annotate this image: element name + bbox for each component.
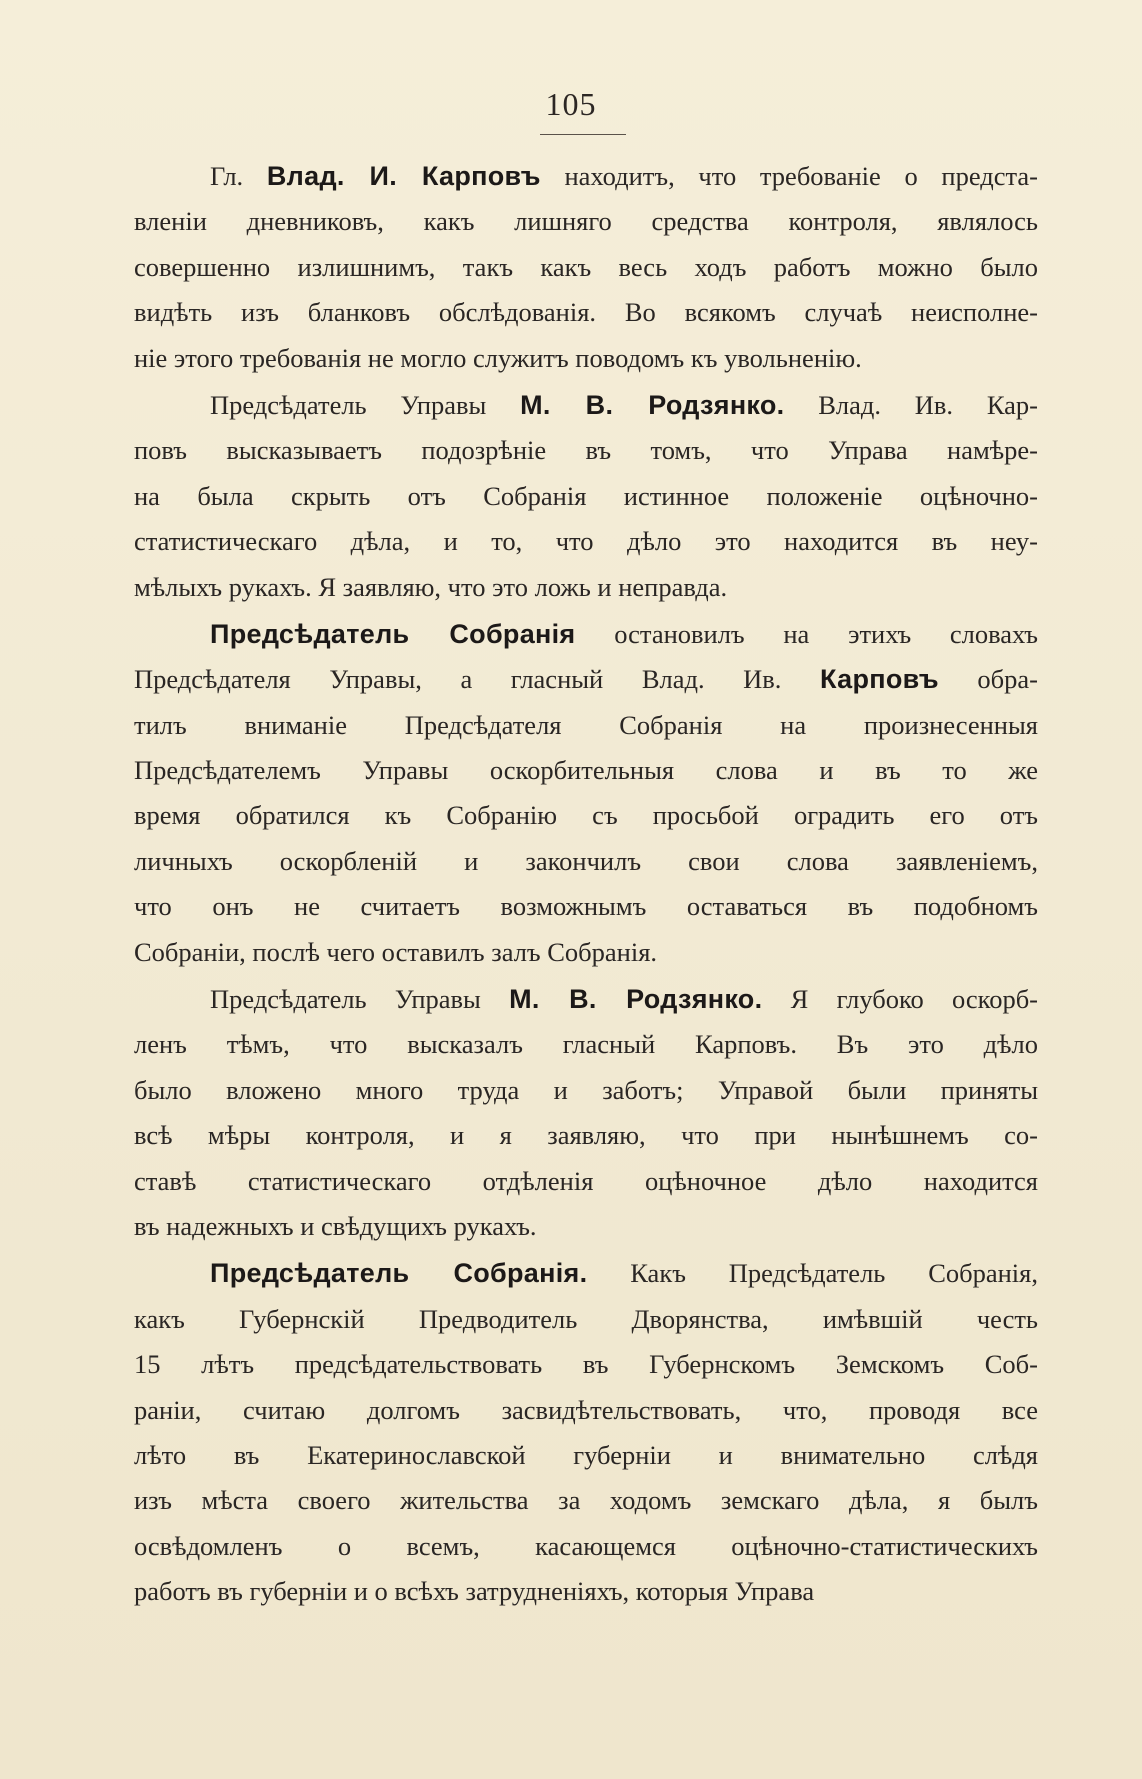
line-text: совершенно излишнимъ, такъ какъ весь ходъ работъ можно было [134, 251, 1038, 282]
line-text: въ надежныхъ и свѣдущихъ рукахъ. [134, 1210, 537, 1241]
line-text: на была скрыть отъ Собранія истинное положеніе оцѣночно- [134, 480, 1038, 511]
text-line [134, 336, 1038, 381]
text-line [134, 1251, 1038, 1296]
line-text: время обратился къ Собранію съ просьбой оградить его отъ [134, 800, 1038, 831]
text-line [134, 1204, 1038, 1249]
text-line [134, 290, 1038, 335]
speaker-name: М. В. Родзянко. [509, 984, 763, 1015]
speaker-name: Влад. И. Карповъ [266, 161, 541, 191]
speaker-name: Карповъ [820, 664, 939, 695]
text-line [134, 612, 1038, 657]
line-text: личныхъ оскорбленій и закончилъ свои слова заявленіемъ, [134, 845, 1038, 876]
line-text: Предсѣдатель Управы [210, 984, 510, 1015]
text-line [134, 977, 1038, 1022]
line-text: изъ мѣста своего жительства за ходомъ земскаго дѣла, я былъ [134, 1485, 1038, 1516]
line-text: работъ въ губерніи и о всѣхъ затрудненіяхъ, которыя Управа [134, 1576, 815, 1607]
text-line [134, 884, 1038, 929]
line-text: ленъ тѣмъ, что высказалъ гласный Карповъ. Въ это дѣло [134, 1029, 1038, 1060]
line-text: Предсѣдатель Управы [210, 389, 521, 420]
line-text: Влад. Ив. Кар- [784, 389, 1038, 420]
line-text: мѣлыхъ рукахъ. Я заявляю, что это ложь и неправда. [134, 571, 728, 602]
line-text: всѣ мѣры контроля, и я заявляю, что при нынѣшнемъ со- [134, 1120, 1038, 1151]
line-text: Предсѣдателемъ Управы оскорбительныя слова и въ то же [134, 755, 1038, 786]
line-text: обра- [938, 664, 1038, 695]
text-line [134, 199, 1038, 244]
line-text: лѣто въ Екатеринославской губерніи и внимательно слѣдя [134, 1439, 1038, 1470]
text-line [134, 1297, 1038, 1342]
line-text: 15 лѣтъ предсѣдательствовать въ Губернскомъ Земскомъ Соб- [134, 1349, 1038, 1380]
line-text: раніи, считаю долгомъ засвидѣтельствовать, что, проводя все [134, 1394, 1038, 1425]
line-text: повъ высказываетъ подозрѣніе въ томъ, что Управа намѣре- [134, 435, 1038, 466]
line-text: вленіи дневниковъ, какъ лишняго средства контроля, являлось [134, 206, 1038, 237]
line-text: какъ Губернскій Предводитель Дворянства, имѣвшій честь [134, 1303, 1038, 1334]
text-line [134, 703, 1038, 748]
text-line [134, 565, 1038, 610]
text-line [134, 1524, 1038, 1569]
text-line [134, 1569, 1038, 1614]
text-line [134, 1159, 1038, 1204]
text-line [134, 657, 1038, 702]
line-text: находитъ, что требованіе о предста- [540, 161, 1038, 191]
line-text: тилъ вниманіе Предсѣдателя Собранія на произнесенныя [134, 709, 1038, 740]
text-line [134, 793, 1038, 838]
paragraph [134, 977, 1038, 1249]
line-text: Гл. [210, 161, 267, 191]
text-line [134, 1113, 1038, 1158]
text-line [134, 519, 1038, 564]
line-text: ніе этого требованія не могло служитъ поводомъ къ увольненію. [134, 342, 862, 373]
text-line [134, 428, 1038, 473]
speaker-name: Предсѣдатель Собранія. [210, 1258, 588, 1289]
text-line [134, 245, 1038, 290]
line-text: видѣть изъ бланковъ обслѣдованія. Во всякомъ случаѣ неисполне- [134, 297, 1038, 328]
paragraph [134, 612, 1038, 975]
page-number-rule [540, 134, 626, 135]
body-text [134, 154, 1038, 1615]
text-line [134, 1022, 1038, 1067]
text-line [134, 1068, 1038, 1113]
line-text: остановилъ на этихъ словахъ [575, 618, 1038, 649]
line-text: ставѣ статистическаго отдѣленія оцѣночное дѣло находится [134, 1165, 1038, 1196]
line-text: статистическаго дѣла, и то, что дѣло это находится въ неу- [134, 526, 1038, 557]
text-line [134, 154, 1038, 199]
text-line [134, 1433, 1038, 1478]
line-text: Я глубоко оскорб- [762, 984, 1039, 1015]
line-text: освѣдомленъ о всемъ, касающемся оцѣночно-статистическихъ [134, 1530, 1038, 1561]
paragraph [134, 383, 1038, 610]
text-line [134, 1388, 1038, 1433]
text-line [134, 748, 1038, 793]
paragraph [134, 1251, 1038, 1614]
text-line [134, 839, 1038, 884]
text-line [134, 1478, 1038, 1523]
line-text: было вложено много труда и заботъ; Управой были приняты [134, 1074, 1038, 1105]
page-number: 105 [545, 86, 597, 122]
text-line [134, 1342, 1038, 1387]
text-line [134, 930, 1038, 975]
text-line [134, 383, 1038, 428]
line-text: Предсѣдателя Управы, а гласный Влад. Ив. [134, 664, 821, 695]
speaker-name: Предсѣдатель Собранія [210, 618, 576, 649]
speaker-name: М. В. Родзянко. [520, 389, 785, 420]
text-line [134, 474, 1038, 519]
line-text: что онъ не считаетъ возможнымъ оставаться въ подобномъ [134, 891, 1038, 922]
line-text: Какъ Предсѣдатель Собранія, [587, 1258, 1038, 1289]
paragraph [134, 154, 1038, 381]
line-text: Собраніи, послѣ чего оставилъ залъ Собранія. [134, 936, 658, 967]
